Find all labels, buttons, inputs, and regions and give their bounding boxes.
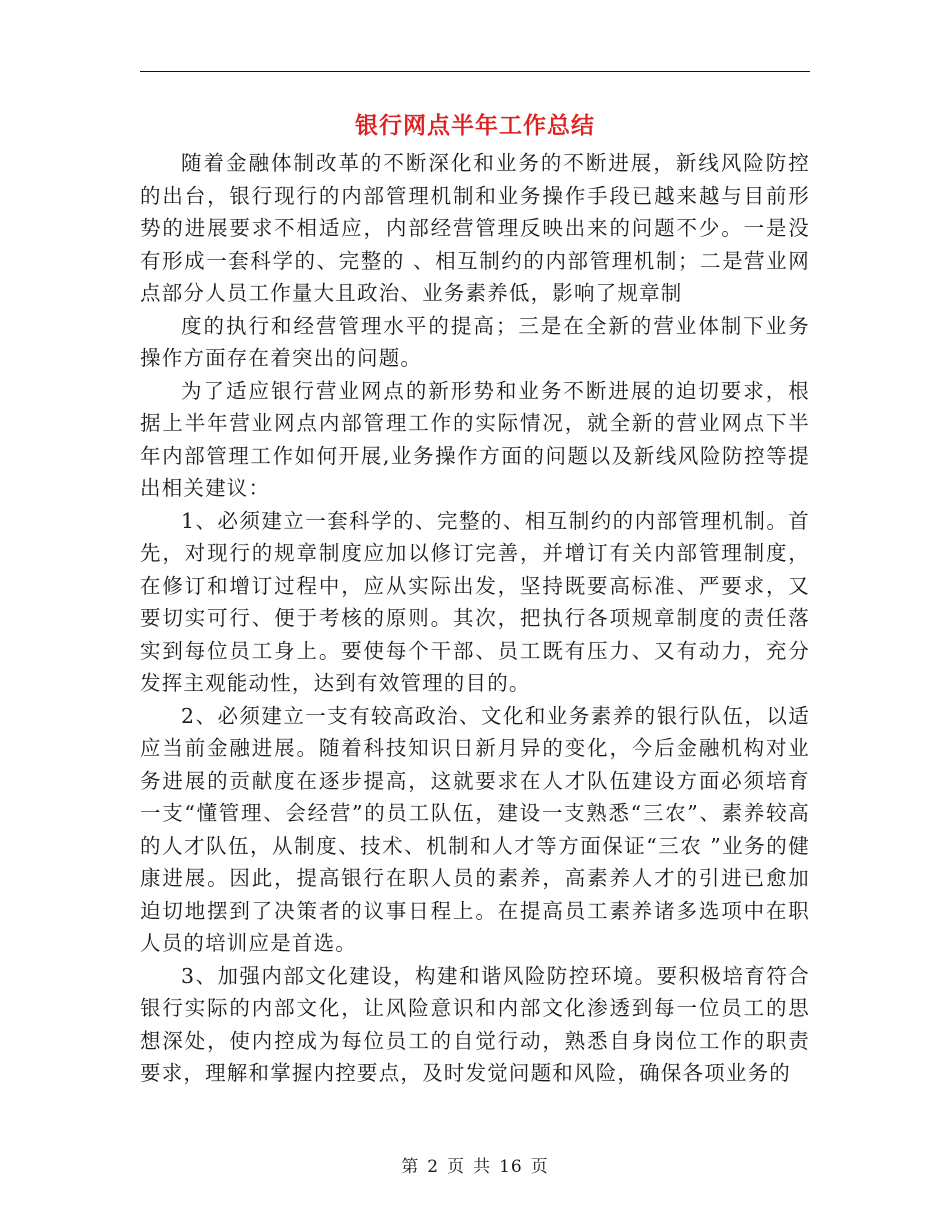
document-title [140,105,810,147]
footer-total-word: 共 [473,1157,492,1177]
document-title-text: 银行网点半年工作总结 [355,112,595,139]
paragraph-point-3: 3、加强内部文化建设，构建和谐风险防控环境。要积极培育符合银行实际的内部文化，让风险意识和内部文化渗透到每一位员工的思想深处，使内控成为每位员工的自觉行动，熟悉自身岗位工作的职责要求，理解和掌握内控要点，及时发觉问题和风险，确保各项业务的 [140,963,810,1085]
header-rule [140,71,810,72]
paragraph-intro-continued: 度的执行和经营管理水平的提高；三是在全新的营业体制下业务操作方面存在着突出的问题。 [140,313,810,370]
footer-page-word: 页 [447,1157,466,1177]
paragraph-point-1: 1、必须建立一套科学的、完整的、相互制约的内部管理机制。首先，对现行的规章制度应加以修订完善，并增订有关内部管理制度，在修订和增订过程中，应从实际出发，坚持既要高标准、严要求，又要切实可行、便于考核的原则。其次，把执行各项规章制度的责任落实到每位员工身上。要使每个干部、员工既有压力、又有动力，充分发挥主观能动性，达到有效管理的目的。 [140,508,810,695]
page-footer [0,1152,950,1177]
paragraph-purpose: 为了适应银行营业网点的新形势和业务不断进展的迫切要求，根据上半年营业网点内部管理工作的实际情况，就全新的营业网点下半年内部管理工作如何开展,业务操作方面的问题以及新线风险防控等提出相关建议： [140,378,810,500]
paragraph-intro: 随着金融体制改革的不断深化和业务的不断进展，新线风险防控的出台，银行现行的内部管理机制和业务操作手段已越来越与目前形势的进展要求不相适应，内部经营管理反映出来的问题不少。一是没有形成一套科学的、完整的 、相互制约的内部管理机制；二是营业网点部分人员工作量大且政治、业务素养低，影响了规章制 [140,151,810,305]
footer-prefix: 第 [401,1157,420,1177]
footer-total-pages: 16 [499,1157,523,1177]
footer-current-page: 2 [427,1157,440,1177]
paragraph-point-2: 2、必须建立一支有较高政治、文化和业务素养的银行队伍，以适应当前金融进展。随着科技知识日新月异的变化，今后金融机构对业务进展的贡献度在逐步提高，这就要求在人才队伍建设方面必须培育一支“懂管理、会经营”的员工队伍，建设一支熟悉“三农”、素养较高的人才队伍，从制度、技术、机制和人才等方面保证“三农 ”业务的健康进展。因此，提高银行在职人员的素养，高素养人才的引进已愈加迫切地摆到了决策者的议事日程上。在提高员工素养诸多选项中在职人员的培训应是首选。 [140,703,810,955]
footer-suffix: 页 [530,1157,549,1177]
document-body [140,105,810,1090]
